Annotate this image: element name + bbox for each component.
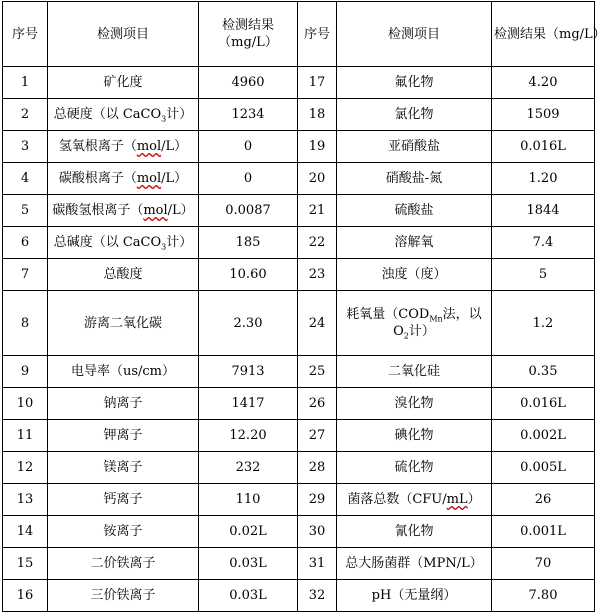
result-cell: 185: [199, 227, 298, 259]
item-cell: 铵离子: [48, 516, 199, 548]
seq-cell: 5: [3, 195, 48, 227]
unit-text: mL: [446, 492, 468, 507]
seq-cell: 18: [298, 99, 337, 131]
result-cell: 1234: [199, 99, 298, 131]
result-cell: 1844: [492, 195, 595, 227]
item-text-end: /L）: [167, 203, 194, 218]
seq-cell: 31: [298, 548, 337, 580]
result-cell: 0.005L: [492, 452, 595, 484]
seq-cell: 20: [298, 163, 337, 195]
item-text-line2: O: [393, 324, 404, 339]
seq-cell: 17: [298, 67, 337, 99]
result-cell: 7.4: [492, 227, 595, 259]
result-cell: 110: [199, 484, 298, 516]
header-result-line2: （mg/L）: [218, 35, 278, 50]
result-cell: 0: [199, 131, 298, 163]
item-cell: 钠离子: [48, 388, 199, 420]
item-cell: [48, 163, 199, 195]
result-cell: 26: [492, 484, 595, 516]
item-cell: 三价铁离子: [48, 580, 199, 612]
table-row: [3, 516, 595, 548]
item-text: 总碱度（以 CaCO: [53, 235, 162, 250]
item-cell: 亚硝酸盐: [337, 131, 492, 163]
result-cell: 4.20: [492, 67, 595, 99]
seq-cell: 4: [3, 163, 48, 195]
subscript: 3: [161, 114, 167, 124]
result-cell: 70: [492, 548, 595, 580]
item-cell: [337, 291, 492, 356]
header-item-2: 检测项目: [337, 2, 492, 67]
item-cell: 硝酸盐-氮: [337, 163, 492, 195]
item-text-end: /L）: [161, 139, 188, 154]
table-row: [3, 131, 595, 163]
seq-cell: 29: [298, 484, 337, 516]
seq-cell: 2: [3, 99, 48, 131]
item-cell: 总大肠菌群（MPN/L）: [337, 548, 492, 580]
seq-cell: 9: [3, 356, 48, 388]
result-cell: 0.016L: [492, 388, 595, 420]
item-cell: 二氧化硅: [337, 356, 492, 388]
seq-cell: 23: [298, 259, 337, 291]
result-cell: 232: [199, 452, 298, 484]
seq-cell: 6: [3, 227, 48, 259]
item-cell: 电导率（us/cm）: [48, 356, 199, 388]
item-cell: 溴化物: [337, 388, 492, 420]
seq-cell: 10: [3, 388, 48, 420]
subscript: Mn: [429, 314, 443, 324]
item-cell: 游离二氧化碳: [48, 291, 199, 356]
item-cell: [337, 484, 492, 516]
item-text: 总硬度（以 CaCO: [53, 107, 162, 122]
item-cell: 硫酸盐: [337, 195, 492, 227]
seq-cell: 22: [298, 227, 337, 259]
item-cell: [48, 227, 199, 259]
table-row: [3, 356, 595, 388]
item-cell: 溶解氧: [337, 227, 492, 259]
subscript-2: 2: [403, 331, 409, 341]
item-text-end: 计）: [408, 324, 435, 339]
header-seq-2: 序号: [298, 2, 337, 67]
item-cell: 镁离子: [48, 452, 199, 484]
item-cell: [48, 99, 199, 131]
result-cell: 0.016L: [492, 131, 595, 163]
item-text-end: 计）: [166, 235, 193, 250]
seq-cell: 25: [298, 356, 337, 388]
seq-cell: 30: [298, 516, 337, 548]
item-cell: 氰化物: [337, 516, 492, 548]
item-cell: [48, 195, 199, 227]
result-cell: 1.20: [492, 163, 595, 195]
table-row: [3, 580, 595, 612]
result-cell: 1509: [492, 99, 595, 131]
table-row: [3, 388, 595, 420]
item-cell: [48, 131, 199, 163]
result-cell: 7913: [199, 356, 298, 388]
result-cell: 0: [199, 163, 298, 195]
subscript: 3: [161, 242, 167, 252]
header-item: 检测项目: [48, 2, 199, 67]
item-cell: 矿化度: [48, 67, 199, 99]
seq-cell: 28: [298, 452, 337, 484]
result-cell: 10.60: [199, 259, 298, 291]
result-cell: 1417: [199, 388, 298, 420]
item-cell: 硫化物: [337, 452, 492, 484]
item-text-mid: 法，以: [442, 307, 482, 322]
header-row: [3, 2, 595, 67]
item-cell: 钙离子: [48, 484, 199, 516]
item-cell: 氟化物: [337, 67, 492, 99]
seq-cell: 26: [298, 388, 337, 420]
table-row: [3, 548, 595, 580]
table-row: [3, 259, 595, 291]
item-text: 耗氧量（COD: [346, 307, 430, 322]
seq-cell: 14: [3, 516, 48, 548]
item-text-end: ）: [467, 492, 481, 507]
item-text: 氢氧根离子（: [58, 139, 137, 154]
table-row: [3, 195, 595, 227]
result-cell: 12.20: [199, 420, 298, 452]
seq-cell: 1: [3, 67, 48, 99]
item-cell: 浊度（度）: [337, 259, 492, 291]
seq-cell: 8: [3, 291, 48, 356]
item-text: 碳酸根离子（: [58, 171, 137, 186]
item-text: 菌落总数（CFU/: [347, 492, 447, 507]
table-row: [3, 67, 595, 99]
seq-cell: 21: [298, 195, 337, 227]
seq-cell: 19: [298, 131, 337, 163]
header-seq: 序号: [3, 2, 48, 67]
unit-text: mol: [136, 139, 162, 154]
result-cell: 0.35: [492, 356, 595, 388]
item-text-end: /L）: [161, 171, 188, 186]
table-row: [3, 99, 595, 131]
result-cell: 5: [492, 259, 595, 291]
seq-cell: 7: [3, 259, 48, 291]
result-cell: 4960: [199, 67, 298, 99]
result-cell: 0.001L: [492, 516, 595, 548]
header-result-line1: 检测结果: [221, 18, 274, 33]
table-row: [3, 227, 595, 259]
result-cell: 0.03L: [199, 580, 298, 612]
table-row: [3, 291, 595, 356]
seq-cell: 24: [298, 291, 337, 356]
result-cell: 0.02L: [199, 516, 298, 548]
item-cell: 碘化物: [337, 420, 492, 452]
item-cell: 氯化物: [337, 99, 492, 131]
seq-cell: 3: [3, 131, 48, 163]
result-cell: 0.03L: [199, 548, 298, 580]
item-text: 碳酸氢根离子（: [52, 203, 144, 218]
item-cell: 钾离子: [48, 420, 199, 452]
result-cell: 0.0087: [199, 195, 298, 227]
seq-cell: 27: [298, 420, 337, 452]
seq-cell: 11: [3, 420, 48, 452]
header-result-2: 检测结果（mg/L）: [492, 2, 595, 67]
result-cell: 1.2: [492, 291, 595, 356]
seq-cell: 15: [3, 548, 48, 580]
result-cell: 0.002L: [492, 420, 595, 452]
header-result: [199, 2, 298, 67]
water-quality-table: [2, 1, 606, 612]
unit-text: mol: [143, 203, 168, 218]
seq-cell: 32: [298, 580, 337, 612]
seq-cell: 13: [3, 484, 48, 516]
table-row: [3, 484, 595, 516]
item-cell: 总酸度: [48, 259, 199, 291]
item-text-end: 计）: [166, 107, 193, 122]
unit-text: mol: [136, 171, 162, 186]
seq-cell: 16: [3, 580, 48, 612]
result-cell: 2.30: [199, 291, 298, 356]
seq-cell: 12: [3, 452, 48, 484]
table-row: [3, 420, 595, 452]
item-cell: pH（无量纲）: [337, 580, 492, 612]
table-row: [3, 452, 595, 484]
table-row: [3, 163, 595, 195]
item-cell: 二价铁离子: [48, 548, 199, 580]
result-cell: 7.80: [492, 580, 595, 612]
